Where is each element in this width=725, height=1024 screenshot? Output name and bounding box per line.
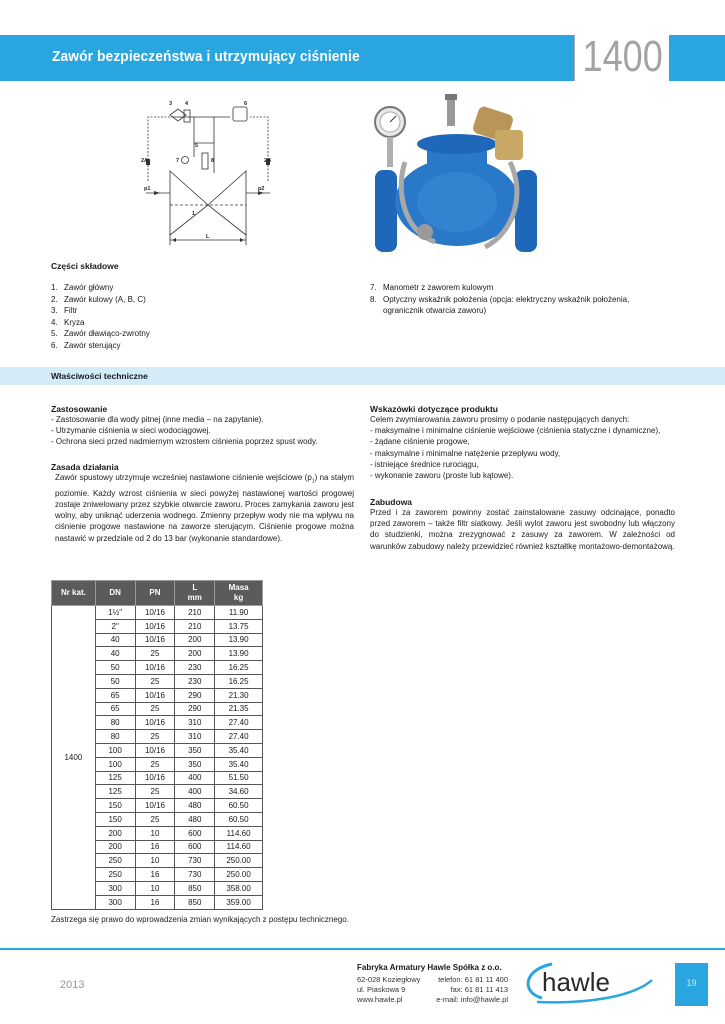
hawle-logo [522, 958, 662, 1008]
wskazowki-section [370, 404, 675, 481]
table-cell: 730 [175, 854, 215, 868]
col-header: Masa kg [215, 581, 263, 606]
table-cell: 13.75 [215, 619, 263, 633]
table-cell: 25 [135, 785, 175, 799]
footer-fax: fax: 61 81 11 413 [450, 985, 508, 994]
wskazowki-title: Wskazówki dotyczące produktu [370, 404, 498, 414]
zastosowanie-line: - Ochrona sieci przed nadmiernym wzrostem ciśnienia poprzez spust wody. [51, 437, 318, 447]
table-cell: 100 [95, 743, 135, 757]
table-cell: 25 [135, 702, 175, 716]
table-cell: 1½" [95, 606, 135, 620]
product-number: 1400 [582, 32, 663, 81]
list-item: 7. Manometr z zaworem kulowym [370, 283, 494, 292]
table-cell: 480 [175, 812, 215, 826]
table-cell: 21.30 [215, 688, 263, 702]
properties-title: Właściwości techniczne [51, 371, 148, 381]
table-cell: 230 [175, 674, 215, 688]
table-cell: 200 [175, 633, 215, 647]
table-cell: 600 [175, 840, 215, 854]
table-cell: 400 [175, 771, 215, 785]
table-cell: 10/16 [135, 799, 175, 813]
wskazowki-line: - istniejące średnice rurociągu, [370, 459, 479, 469]
table-cell: 600 [175, 826, 215, 840]
zasada-title: Zasada działania [51, 462, 119, 472]
table-cell: 100 [95, 757, 135, 771]
table-cell: 114.60 [215, 840, 263, 854]
col-header: DN [95, 581, 135, 606]
col-header: PN [135, 581, 175, 606]
valve-product-photo [365, 92, 555, 272]
table-cell: 290 [175, 702, 215, 716]
table-cell: 310 [175, 716, 215, 730]
zastosowanie-section [51, 404, 354, 448]
table-cell: 80 [95, 730, 135, 744]
list-item: 2. Zawór kulowy (A, B, C) [51, 294, 146, 304]
spec-table [51, 580, 263, 910]
table-cell: 10/16 [135, 743, 175, 757]
table-cell: 310 [175, 730, 215, 744]
list-item: 3. Filtr [51, 306, 78, 315]
list-item: 1. Zawór główny [51, 283, 114, 292]
spec-table-body [52, 606, 263, 910]
wskazowki-line: - żądane ciśnienie progowe, [370, 437, 470, 447]
table-cell: 16 [135, 895, 175, 909]
table-cell: 250.00 [215, 854, 263, 868]
table-cell: 200 [175, 647, 215, 661]
table-cell: 210 [175, 619, 215, 633]
footer-address-line: 62-028 Koziegłowy [357, 975, 421, 984]
diagram-label: p1 [144, 186, 151, 192]
diagram-label: 5 [195, 143, 199, 149]
table-cell: 850 [175, 881, 215, 895]
table-cell: 150 [95, 812, 135, 826]
table-cell: 16.25 [215, 661, 263, 675]
parts-list-left [51, 282, 351, 351]
table-header-row [52, 581, 263, 606]
table-cell: 350 [175, 757, 215, 771]
diagram-label: 2B [264, 158, 272, 164]
footer-line [0, 948, 725, 950]
table-cell: 730 [175, 868, 215, 882]
wskazowki-line: - maksymalne i minimalne natężenie przepływu wody, [370, 448, 561, 458]
table-cell: 2" [95, 619, 135, 633]
table-cell: 27.40 [215, 730, 263, 744]
table-cell: 300 [95, 895, 135, 909]
wskazowki-line: - wykonanie zaworu (proste lub kątowe). [370, 471, 514, 481]
table-cell: 60.50 [215, 812, 263, 826]
table-cell: 80 [95, 716, 135, 730]
table-cell: 359.00 [215, 895, 263, 909]
table-cell: 850 [175, 895, 215, 909]
list-item: 5. Zawór dławiąco-zwrotny [51, 329, 150, 338]
parts-list-right [370, 282, 670, 317]
diagram-label: 7 [176, 158, 180, 164]
table-cell: 10 [135, 854, 175, 868]
list-item: 8. Optyczny wskaźnik położenia (opcja: elektryczny wskaźnik położenia, ogranicznik otwarcia zaworu) [370, 294, 630, 315]
table-cell: 150 [95, 799, 135, 813]
footer-address [357, 975, 420, 1005]
table-cell: 250 [95, 868, 135, 882]
valve-schematic-diagram [138, 95, 278, 245]
table-cell: 40 [95, 633, 135, 647]
list-item: 4. Kryza [51, 317, 85, 327]
parts-title: Części składowe [51, 261, 119, 271]
table-cell: 51.50 [215, 771, 263, 785]
footer-phone: telefon: 61 81 11 400 [438, 975, 508, 984]
table-cell: 65 [95, 702, 135, 716]
footer-address-line: ul. Piaskowa 9 [357, 985, 406, 994]
footer-company: Fabryka Armatury Hawle Spółka z o.o. [357, 963, 502, 972]
diagram-label: 1 [192, 211, 196, 217]
col-header: Nr kat. [52, 581, 96, 606]
table-cell: 10/16 [135, 688, 175, 702]
diagram-label: 8 [211, 158, 215, 164]
table-cell: 114.60 [215, 826, 263, 840]
catalog-number-cell: 1400 [52, 606, 96, 910]
table-cell: 480 [175, 799, 215, 813]
table-cell: 250.00 [215, 868, 263, 882]
table-cell: 10/16 [135, 633, 175, 647]
zastosowanie-line: - Zastosowanie dla wody pitnej (inne media – na zapytanie). [51, 415, 264, 424]
page-number: 19 [686, 978, 697, 988]
list-item: 6. Zawór sterujący [51, 340, 121, 350]
logo-text: hawle [542, 967, 610, 997]
page-title: Zawór bezpieczeństwa i utrzymujący ciśnienie [52, 48, 360, 65]
table-cell: 11.90 [215, 606, 263, 620]
table-cell: 300 [95, 881, 135, 895]
table-cell: 10 [135, 881, 175, 895]
table-cell: 10/16 [135, 716, 175, 730]
diagram-label: p2 [258, 186, 265, 192]
wskazowki-line: - maksymalne i minimalne ciśnienie wejściowe (ciśnienia statyczne i dynamiczne), [370, 426, 661, 436]
table-cell: 50 [95, 661, 135, 675]
table-row [52, 606, 263, 620]
zastosowanie-line: - Utrzymanie ciśnienia w sieci wodociągowej. [51, 426, 211, 436]
table-cell: 10 [135, 826, 175, 840]
zasada-text: Zawór spustowy utrzymuje wcześniej nastawione ciśnienie wejściowe $(p_1)$ na stałym poziomie. Każdy wzrost ciśnienia w sieci powyżej nastawionej wartości progowej zostaje zniwelowany przez szybkie otwarcie zaworu. Proces zamykania zaworu jest wolny, aby uniknąć uderzenia wodnego. Zmienny przepływ wody nie ma wpływu na ciśnienie progowe nastawione na zaworze sterującym. Ciśnienie progowe można nastawić w przedziale od 2 do 13 bar (wykonanie standardowe). [55, 473, 354, 543]
footer-year: 2013 [60, 979, 85, 991]
table-cell: 10/16 [135, 606, 175, 620]
diagram-label: 4 [185, 101, 189, 107]
table-cell: 290 [175, 688, 215, 702]
table-cell: 200 [95, 840, 135, 854]
zabudowa-section [370, 497, 675, 552]
table-cell: 16 [135, 868, 175, 882]
table-cell: 10/16 [135, 661, 175, 675]
footer-web-link[interactable]: www.hawle.pl [357, 995, 403, 1004]
table-cell: 125 [95, 771, 135, 785]
table-cell: 10/16 [135, 771, 175, 785]
footer-email-link[interactable]: e-mail: info@hawle.pl [436, 995, 508, 1004]
zasada-section [51, 462, 354, 544]
table-cell: 250 [95, 854, 135, 868]
table-cell: 13.90 [215, 633, 263, 647]
table-cell: 13.90 [215, 647, 263, 661]
table-cell: 27.40 [215, 716, 263, 730]
table-cell: 358.00 [215, 881, 263, 895]
table-cell: 50 [95, 674, 135, 688]
table-cell: 400 [175, 785, 215, 799]
zabudowa-title: Zabudowa [370, 497, 413, 507]
diagram-label: L [206, 234, 210, 240]
table-cell: 40 [95, 647, 135, 661]
table-cell: 25 [135, 730, 175, 744]
table-cell: 16.25 [215, 674, 263, 688]
zabudowa-text: Przed i za zaworem powinny zostać zainstalowane zasuwy odcinające, ponadto przed zaworem – także filtr siatkowy. Jeśli wylot zaworu jest swobodny lub włączony do studzienki, można zrezygnować z zasuwy za zaworem. W zależności od warunków zabudowy należy przewidzieć również kształtkę montażowo-demontażową. [370, 508, 675, 551]
table-cell: 16 [135, 840, 175, 854]
table-cell: 35.40 [215, 757, 263, 771]
table-cell: 25 [135, 812, 175, 826]
table-note: Zastrzega się prawo do wprowadzenia zmian wynikających z postępu technicznego. [51, 915, 349, 924]
diagram-label: 3 [169, 101, 173, 107]
table-cell: 60.50 [215, 799, 263, 813]
table-cell: 25 [135, 757, 175, 771]
table-cell: 34.60 [215, 785, 263, 799]
table-cell: 25 [135, 674, 175, 688]
table-cell: 210 [175, 606, 215, 620]
zastosowanie-title: Zastosowanie [51, 404, 108, 414]
table-cell: 25 [135, 647, 175, 661]
diagram-label: 6 [244, 101, 248, 107]
table-cell: 125 [95, 785, 135, 799]
table-cell: 65 [95, 688, 135, 702]
col-header: L mm [175, 581, 215, 606]
header-stripe [669, 35, 725, 81]
table-cell: 200 [95, 826, 135, 840]
diagram-label: 2A [141, 158, 149, 164]
table-cell: 21.35 [215, 702, 263, 716]
table-cell: 230 [175, 661, 215, 675]
footer-contact [430, 975, 508, 1005]
table-cell: 35.40 [215, 743, 263, 757]
wskazowki-line: Celem zwymiarowania zaworu prosimy o podanie następujących danych: [370, 415, 630, 424]
table-cell: 10/16 [135, 619, 175, 633]
table-cell: 350 [175, 743, 215, 757]
